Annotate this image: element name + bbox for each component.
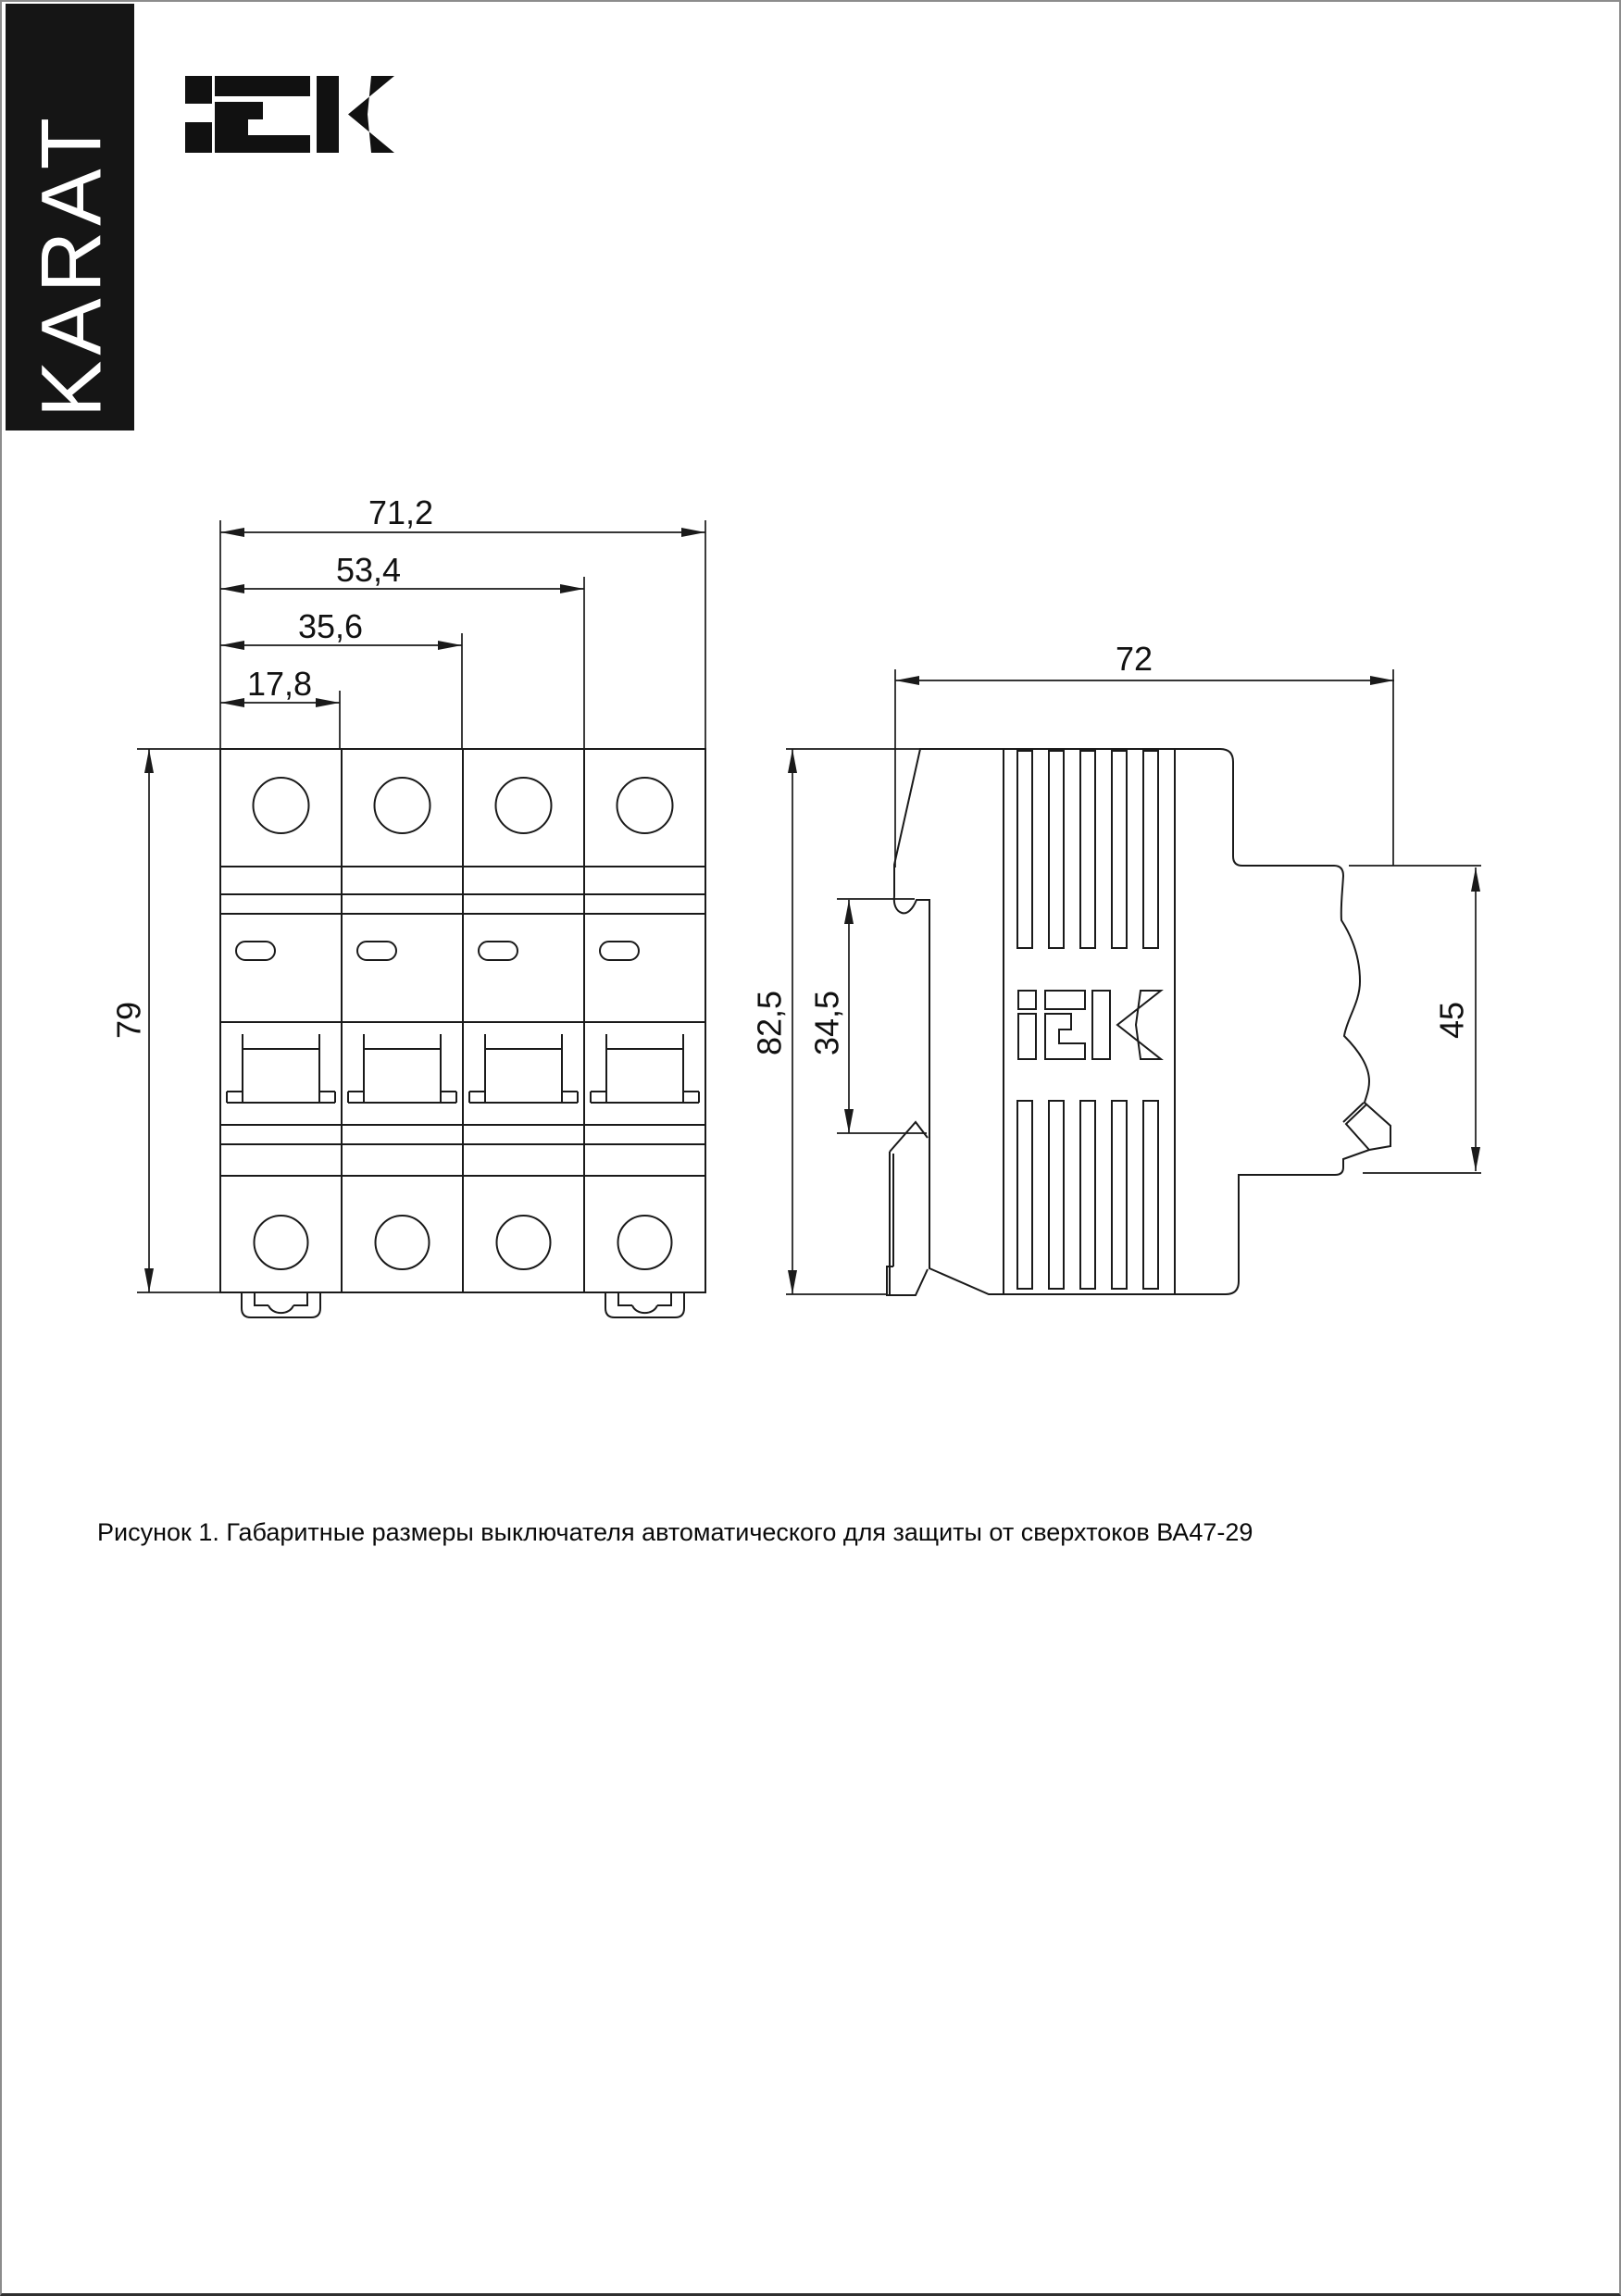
marking-slot	[357, 942, 396, 960]
vent-slot	[1112, 1101, 1127, 1289]
karat-brand-text: KARAT	[24, 112, 119, 418]
marking-slot	[479, 942, 517, 960]
marking-slots	[236, 942, 639, 960]
front-dimensions	[110, 493, 706, 1292]
terminal-screw	[255, 1216, 308, 1269]
dim-label-depth: 72	[1115, 640, 1153, 678]
vent-slot	[1017, 751, 1032, 948]
vent-slot	[1143, 751, 1158, 948]
vent-slot	[1143, 1101, 1158, 1289]
vent-slot	[1080, 1101, 1095, 1289]
terminal-screw	[375, 778, 430, 833]
vent-slot	[1080, 751, 1095, 948]
dim-label-height-total: 82,5	[750, 990, 789, 1056]
embossed-k-chevron	[1117, 991, 1161, 1059]
vent-slots-top	[1017, 751, 1158, 948]
dim-label-width-1p: 17,8	[246, 665, 313, 703]
embossed-k-stem	[1092, 991, 1110, 1059]
embossed-e-top-bar	[1045, 991, 1085, 1009]
terminal-screw	[254, 778, 309, 833]
toggle-handle	[469, 1034, 578, 1103]
vent-slot	[1049, 1101, 1064, 1289]
dim-label-height: 79	[109, 1001, 148, 1040]
figure-caption: Рисунок 1. Габаритные размеры выключателя автоматического для защиты от сверхтоков ВА47-29	[97, 1518, 1253, 1546]
dim-label-width-2p: 35,6	[297, 607, 364, 645]
dimension-arrows	[788, 676, 1480, 1294]
marking-slot	[236, 942, 275, 960]
side-dimensions	[751, 640, 1482, 1294]
dim-label-width-3p: 53,4	[335, 551, 402, 589]
pole-divider-lines	[342, 749, 584, 1292]
vent-slot	[1112, 751, 1127, 948]
toggle-handle	[227, 1034, 335, 1103]
dim-label-front-depth: 45	[1432, 1001, 1471, 1040]
side-view	[751, 640, 1482, 1295]
vent-slot	[1049, 751, 1064, 948]
terminal-screw	[618, 1216, 672, 1269]
terminal-screw	[496, 778, 552, 833]
vent-slots-bottom	[1017, 1101, 1158, 1289]
terminal-screw	[376, 1216, 430, 1269]
embossed-iek-logo	[1018, 991, 1161, 1059]
din-clip	[242, 1292, 320, 1317]
din-clips-front	[242, 1292, 684, 1317]
embossed-i-dot	[1018, 991, 1036, 1009]
dimension-arrows	[144, 528, 705, 1292]
embossed-i-stem	[1018, 1014, 1036, 1059]
terminal-screw	[617, 778, 673, 833]
dim-label-din-seat: 34,5	[807, 990, 846, 1056]
marking-slot	[600, 942, 639, 960]
embossed-e-body	[1045, 1014, 1085, 1059]
terminal-screw-slot	[1343, 1103, 1369, 1150]
din-latch	[890, 1122, 928, 1152]
front-view	[110, 493, 706, 1317]
din-spring-clip	[887, 1152, 928, 1295]
dim-label-width-total: 71,2	[368, 493, 434, 531]
din-clip	[605, 1292, 684, 1317]
terminal-screw	[497, 1216, 551, 1269]
dimension-drawing	[2, 2, 1621, 2296]
side-panel-edges	[1004, 750, 1175, 1293]
toggle-handle	[591, 1034, 699, 1103]
vent-slot	[1017, 1101, 1032, 1289]
side-body-outline	[894, 749, 1390, 1294]
toggle-handle	[348, 1034, 456, 1103]
